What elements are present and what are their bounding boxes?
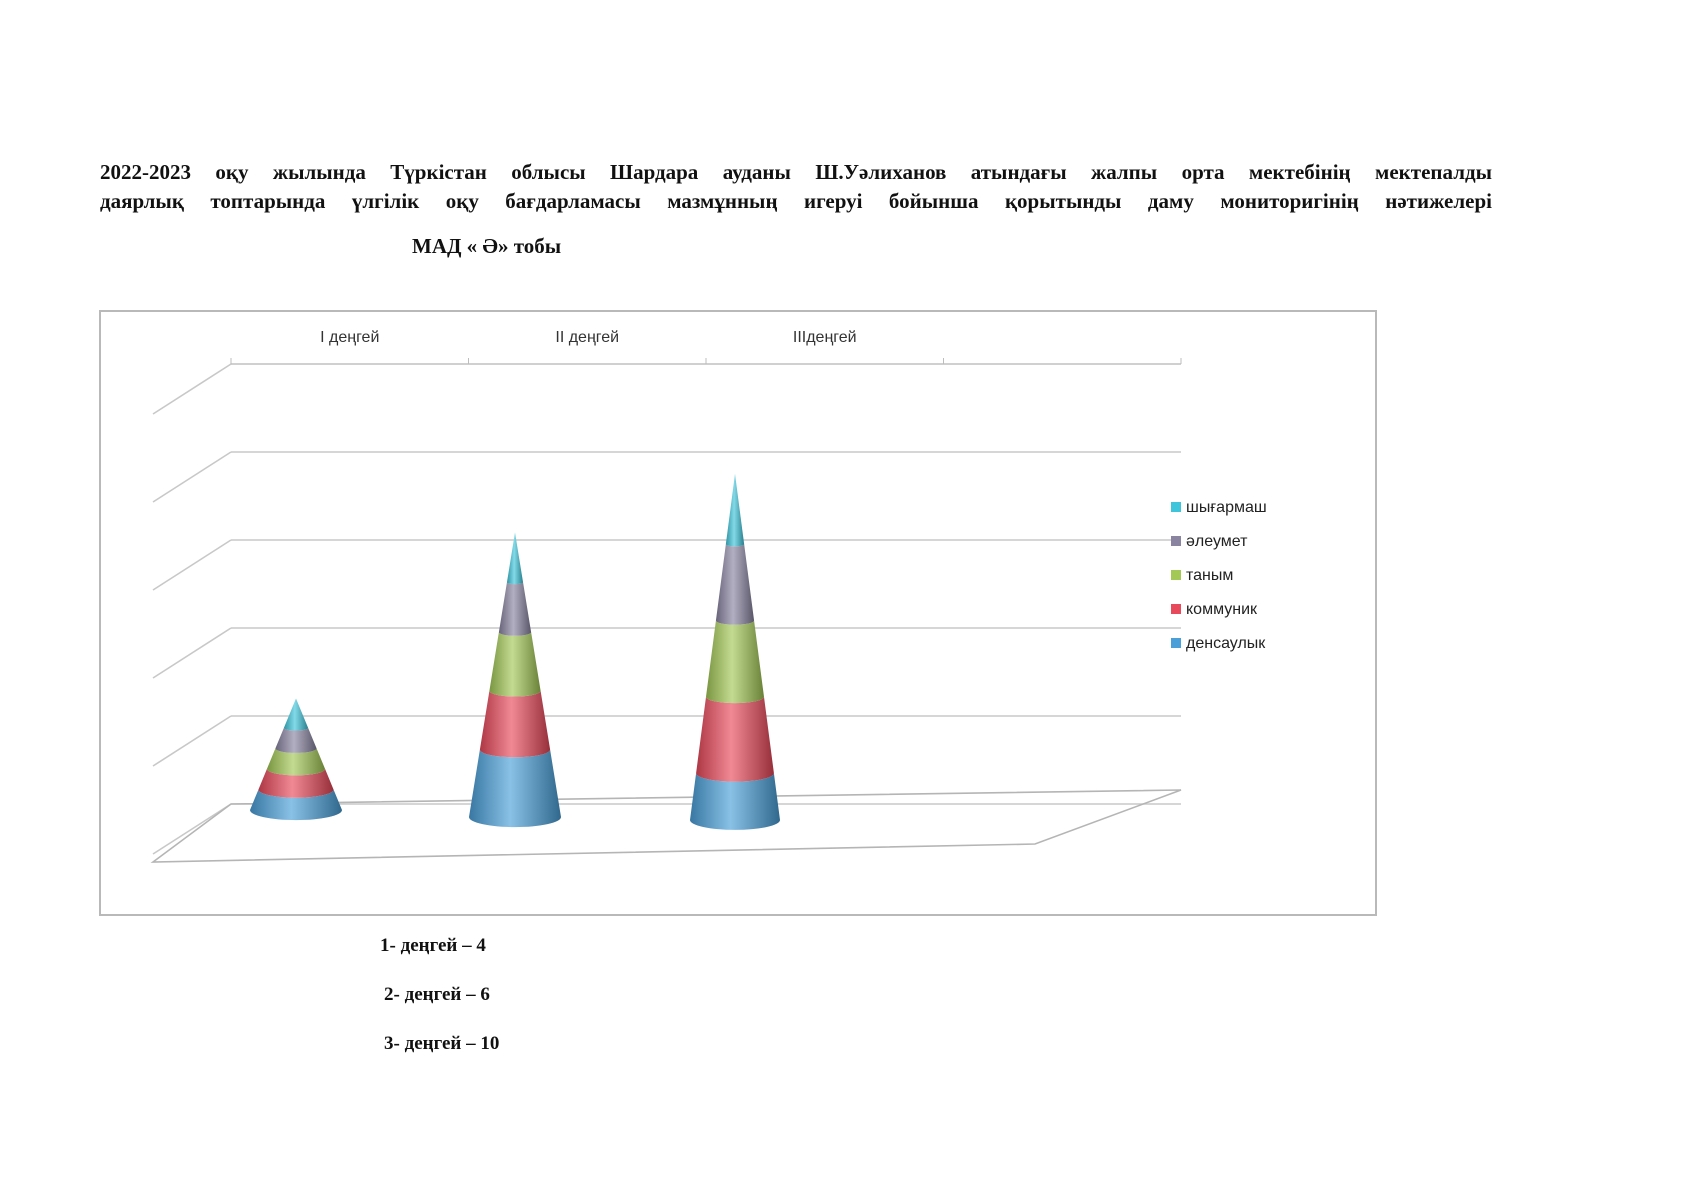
legend-swatch [1171, 570, 1181, 580]
title-line-1: 2022-2023 оқу жылында Түркістан облысы Шардара ауданы Ш.Уәлиханов атындағы жалпы орта мектебінің мектепалды [100, 160, 1492, 184]
side-gridline [153, 804, 231, 854]
category-label: II деңгей [555, 329, 620, 346]
category-label: IIIдеңгей [792, 329, 857, 346]
legend-swatch [1171, 502, 1181, 512]
note-level-1: 1- деңгей – 4 [380, 935, 486, 956]
legend-label: шығармаш [1186, 499, 1267, 516]
side-gridline [153, 364, 231, 414]
legend [1171, 499, 1267, 652]
legend-label: әлеумет [1186, 533, 1248, 550]
legend-swatch [1171, 604, 1181, 614]
legend-label: денсаулык [1186, 635, 1266, 652]
cone-3 [690, 474, 780, 830]
cone-segment [284, 699, 308, 731]
note-level-3: 3- деңгей – 10 [384, 1033, 500, 1054]
cone-2 [469, 532, 561, 827]
note-level-2: 2- деңгей – 6 [384, 984, 490, 1005]
cone-segment [489, 632, 540, 696]
cone-segment [696, 697, 774, 782]
legend-label: коммуник [1186, 601, 1258, 618]
side-gridline [153, 628, 231, 678]
category-label: I деңгей [320, 329, 380, 346]
title-line-2: даярлық топтарында үлгілік оқу бағдарламасы мазмұнның игеруі бойынша қорытынды даму мониторигінің нәтижелері [100, 189, 1492, 213]
chart-frame [99, 310, 1377, 916]
cone-segment [469, 750, 561, 828]
legend-swatch [1171, 638, 1181, 648]
category-axis [231, 329, 1181, 364]
side-gridline [153, 540, 231, 590]
group-title: МАД « Ә» тобы [412, 234, 562, 258]
legend-label: таным [1186, 567, 1234, 584]
cone-segment [480, 691, 550, 757]
side-gridline [153, 716, 231, 766]
cones [250, 474, 780, 830]
document-title [100, 158, 1492, 216]
cone-segment [499, 582, 531, 635]
cone-segment [716, 544, 754, 624]
cone-segment [275, 728, 316, 753]
legend-swatch [1171, 536, 1181, 546]
cone-chart [101, 312, 1375, 914]
side-gridline [153, 452, 231, 502]
level-notes [380, 935, 499, 1082]
cone-segment [706, 621, 764, 704]
cone-segment [726, 474, 744, 546]
